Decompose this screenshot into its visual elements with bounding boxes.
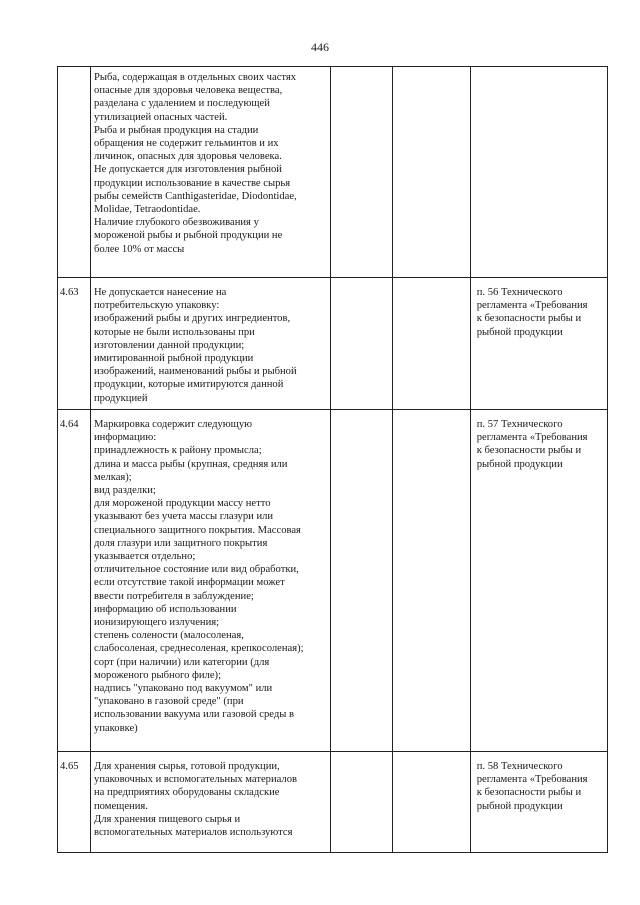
empty-cell-a: [331, 410, 393, 752]
requirement-cell: [91, 67, 331, 278]
reference-text: п. 56 Технического регламента «Требования к безопасности рыбы и рыбной продукции: [476, 287, 588, 338]
empty-cell-a: [331, 752, 393, 853]
requirement-cell: [91, 278, 331, 410]
requirement-cell: [91, 752, 331, 853]
empty-cell-a: [331, 278, 393, 410]
table-row: [58, 410, 608, 752]
empty-cell-b: [393, 278, 470, 410]
reference-text: п. 57 Технического регламента «Требования к безопасности рыбы и рыбной продукции: [476, 419, 588, 470]
table-row: [58, 67, 608, 278]
table-row: [58, 752, 608, 853]
empty-cell-a: [331, 67, 393, 278]
item-number-cell: 4.65: [58, 752, 91, 853]
requirement-text: Маркировка содержит следующую информацию: принадлежность к району промысла; длина и масса рыбы (крупная, средняя или мелкая); вид разделки; для мороженой продукции массу нетто указывают без учета массы глазури или специального защитного покрытия. Массовая доля глазури или защитного покрытия указывается отдельно; отличительное состояние или вид обработки, если отсутствие такой информации может ввести потребителя в заблуждение; информацию об использовании ионизирующего излучения; степень солености (малосоленая, слабосоленая, среднесоленая, крепкосоленая); сорт (при наличии) или категории (для мороженого рыбного филе); надпись "упаковано под вакуумом" или "упаковано в газовой среде" (при использовании вакуума или газовой среды в упаковке): [94, 419, 304, 734]
reference-text: п. 58 Технического регламента «Требования к безопасности рыбы и рыбной продукции: [476, 761, 588, 812]
item-number-cell: [58, 67, 91, 278]
reference-cell: [470, 278, 607, 410]
requirement-cell: [91, 410, 331, 752]
requirement-text: Для хранения сырья, готовой продукции, упаковочных и вспомогательных материалов на предприятиях оборудованы складские помещения. Для хранения пищевого сырья и вспомогательных материалов используются: [94, 761, 298, 839]
requirement-text: Рыба, содержащая в отдельных своих частях опасные для здоровья человека вещества, разделана с удалением и последующей утилизацией опасных частей. Рыба и рыбная продукция на стадии обращения не содержит гельминтов и их личинок, опасных для здоровья человека. Не допускается для изготовления рыбной продукции использование в качестве сырья рыбы семейств Canthigasteridae, Diodontidae, Molidae, Tetraodontidae. Наличие глубокого обезвоживания у мороженой рыбы и рыбной продукции не более 10% от массы: [94, 72, 297, 255]
empty-cell-b: [393, 67, 470, 278]
table-row: [58, 278, 608, 410]
empty-cell-b: [393, 752, 470, 853]
item-number-cell: 4.64: [58, 410, 91, 752]
requirement-text: Не допускается нанесение на потребительскую упаковку: изображений рыбы и других ингредиентов, которые не были использованы при изготовлении данной продукции; имитированной рыбной продукции изображений, наименований рыбы и рыбной продукции, которые имитируются данной продукцией: [94, 287, 297, 404]
item-number-cell: 4.63: [58, 278, 91, 410]
empty-cell-b: [393, 410, 470, 752]
reference-cell: [470, 752, 607, 853]
requirements-table: [57, 66, 608, 853]
reference-cell: [470, 67, 607, 278]
reference-cell: [470, 410, 607, 752]
page-number: 446: [311, 40, 329, 54]
